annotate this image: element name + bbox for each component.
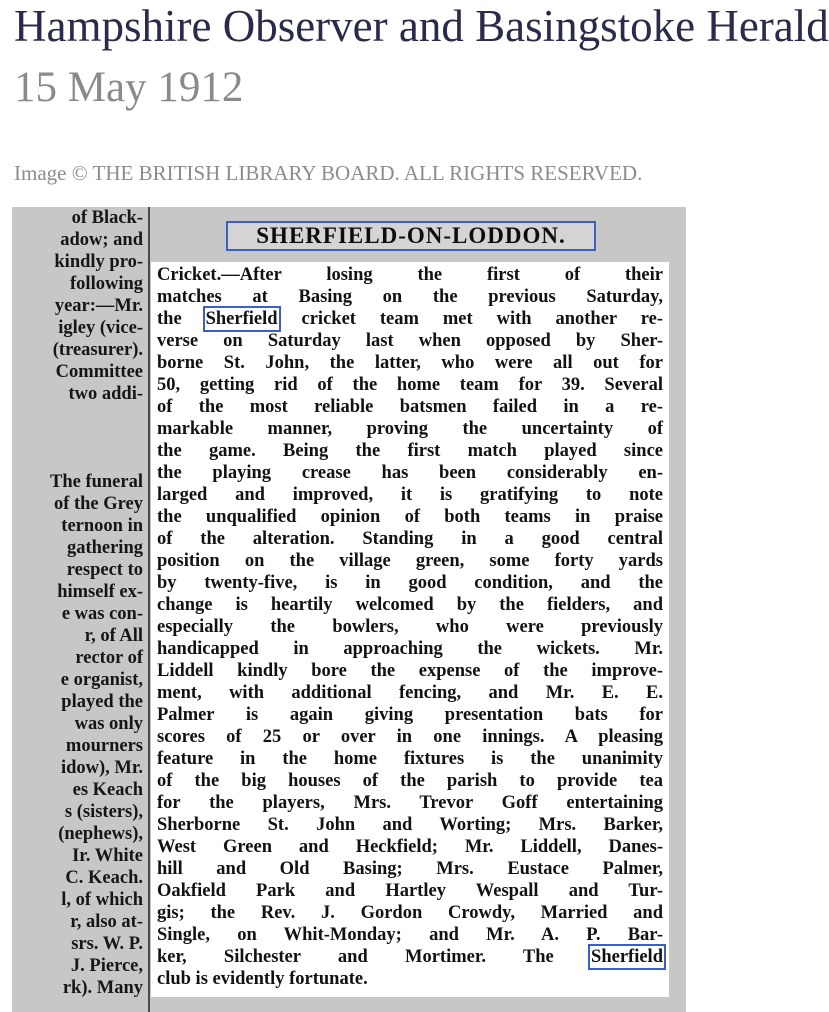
newspaper-scan-image [12, 207, 686, 1012]
article-line: matches at Basing on the previous Saturday, [157, 287, 663, 307]
adjacent-column-line: es Keach [72, 780, 143, 800]
article-line: Liddell kindly bore the expense of the improve- [157, 661, 663, 681]
article-line: Oakfield Park and Hartley Wespall and Tur- [157, 881, 663, 901]
article-line: the Sherfield cricket team met with another re- [157, 309, 663, 329]
adjacent-column-line: himself ex- [57, 582, 143, 602]
article-line: Palmer is again giving presentation bats for [157, 705, 663, 725]
copyright-notice: Image © THE BRITISH LIBRARY BOARD. ALL RIGHTS RESERVED. [14, 161, 643, 185]
article-line: ker, Silchester and Mortimer. The Sherfield [157, 947, 663, 967]
article-line: the game. Being the first match played since [157, 441, 663, 461]
article-line: of the alteration. Standing in a good central [157, 529, 663, 549]
article-line: club is evidently fortunate. [157, 969, 368, 989]
article-line: larged and improved, it is gratifying to note [157, 485, 663, 505]
adjacent-column-line: J. Pierce, [70, 956, 143, 976]
adjacent-column-line: l, of which [61, 890, 143, 910]
article-line: Cricket.—After losing the first of their [157, 265, 663, 285]
article-line: change is heartily welcomed by the fielders, and [157, 595, 663, 615]
article-line: position on the village green, some forty yards [157, 551, 663, 571]
adjacent-column-line: following [70, 274, 143, 294]
adjacent-column-line: of Black- [71, 208, 143, 228]
article-headline: SHERFIELD-ON-LODDON. [256, 223, 566, 248]
adjacent-column-line: rector of [75, 648, 143, 668]
adjacent-column-line: srs. W. P. [71, 934, 143, 954]
article-line: hill and Old Basing; Mrs. Eustace Palmer, [157, 859, 663, 879]
article-line: for the players, Mrs. Trevor Goff entertaining [157, 793, 663, 813]
search-term-highlight[interactable]: Sherfield [591, 947, 663, 967]
article-line: borne St. John, the latter, who were all out for [157, 353, 663, 373]
adjacent-column-line: s (sisters), [64, 802, 143, 822]
headline-search-highlight[interactable] [226, 221, 596, 251]
adjacent-column-line: rk). Many [62, 978, 143, 998]
adjacent-column-line: (treasurer). [52, 340, 143, 360]
adjacent-column-line: C. Keach. [65, 868, 143, 888]
adjacent-column-line: two addi- [68, 384, 143, 404]
adjacent-column-line: Committee [55, 362, 143, 382]
newspaper-title: Hampshire Observer and Basingstoke Herald [14, 1, 829, 51]
search-term-highlight[interactable]: Sherfield [205, 309, 278, 329]
article-line: handicapped in approaching the wickets. Mr. [157, 639, 663, 659]
adjacent-column-line: igley (vice- [58, 318, 143, 338]
article-line: by twenty-five, is in good condition, and the [157, 573, 663, 593]
article-line: gis; the Rev. J. Gordon Crowdy, Married and [157, 903, 663, 923]
adjacent-column-line: r, of All [84, 626, 143, 646]
adjacent-column-line: (nephews), [58, 824, 143, 844]
adjacent-column-line: r, also at- [70, 912, 143, 932]
adjacent-column-line: idow), Mr. [60, 758, 143, 778]
adjacent-column-line: The funeral [49, 472, 143, 492]
article-column [150, 207, 686, 1012]
adjacent-column-line: gathering [66, 538, 143, 558]
article-body [151, 262, 669, 997]
adjacent-column-line: adow; and [60, 230, 143, 250]
article-line: markable manner, proving the uncertainty of [157, 419, 663, 439]
article-line: scores of 25 or over in one innings. A pleasing [157, 727, 663, 747]
adjacent-column-line: of the Grey [53, 494, 143, 514]
article-line: of the big houses of the parish to provide tea [157, 771, 663, 791]
article-line: verse on Saturday last when opposed by Sher- [157, 331, 663, 351]
article-line: 50, getting rid of the home team for 39. Several [157, 375, 663, 395]
adjacent-column-line: e was con- [61, 604, 143, 624]
article-line: ment, with additional fencing, and Mr. E. E. [157, 683, 663, 703]
article-line: Sherborne St. John and Worting; Mrs. Barker, [157, 815, 663, 835]
article-line: especially the bowlers, who were previously [157, 617, 663, 637]
article-line: the playing crease has been considerably en- [157, 463, 663, 483]
adjacent-column-line: year:—Mr. [54, 296, 143, 316]
article-line: of the most reliable batsmen failed in a re- [157, 397, 663, 417]
article-line: feature in the home fixtures is the unanimity [157, 749, 663, 769]
article-line: the unqualified opinion of both teams in praise [157, 507, 663, 527]
adjacent-column-line: respect to [66, 560, 143, 580]
issue-date: 15 May 1912 [14, 64, 244, 111]
adjacent-column-line: kindly pro- [54, 252, 143, 272]
adjacent-column-line: mourners [65, 736, 143, 756]
adjacent-column-line: ternoon in [61, 516, 143, 536]
adjacent-column-line: played the [61, 692, 143, 712]
article-line: Single, on Whit-Monday; and Mr. A. P. Bar- [157, 925, 663, 945]
adjacent-column-line: was only [74, 714, 143, 734]
adjacent-column-text [12, 207, 145, 1012]
adjacent-column-line: e organist, [60, 670, 143, 690]
article-line: West Green and Heckfield; Mr. Liddell, Danes- [157, 837, 663, 857]
adjacent-column-line: Ir. White [72, 846, 143, 866]
